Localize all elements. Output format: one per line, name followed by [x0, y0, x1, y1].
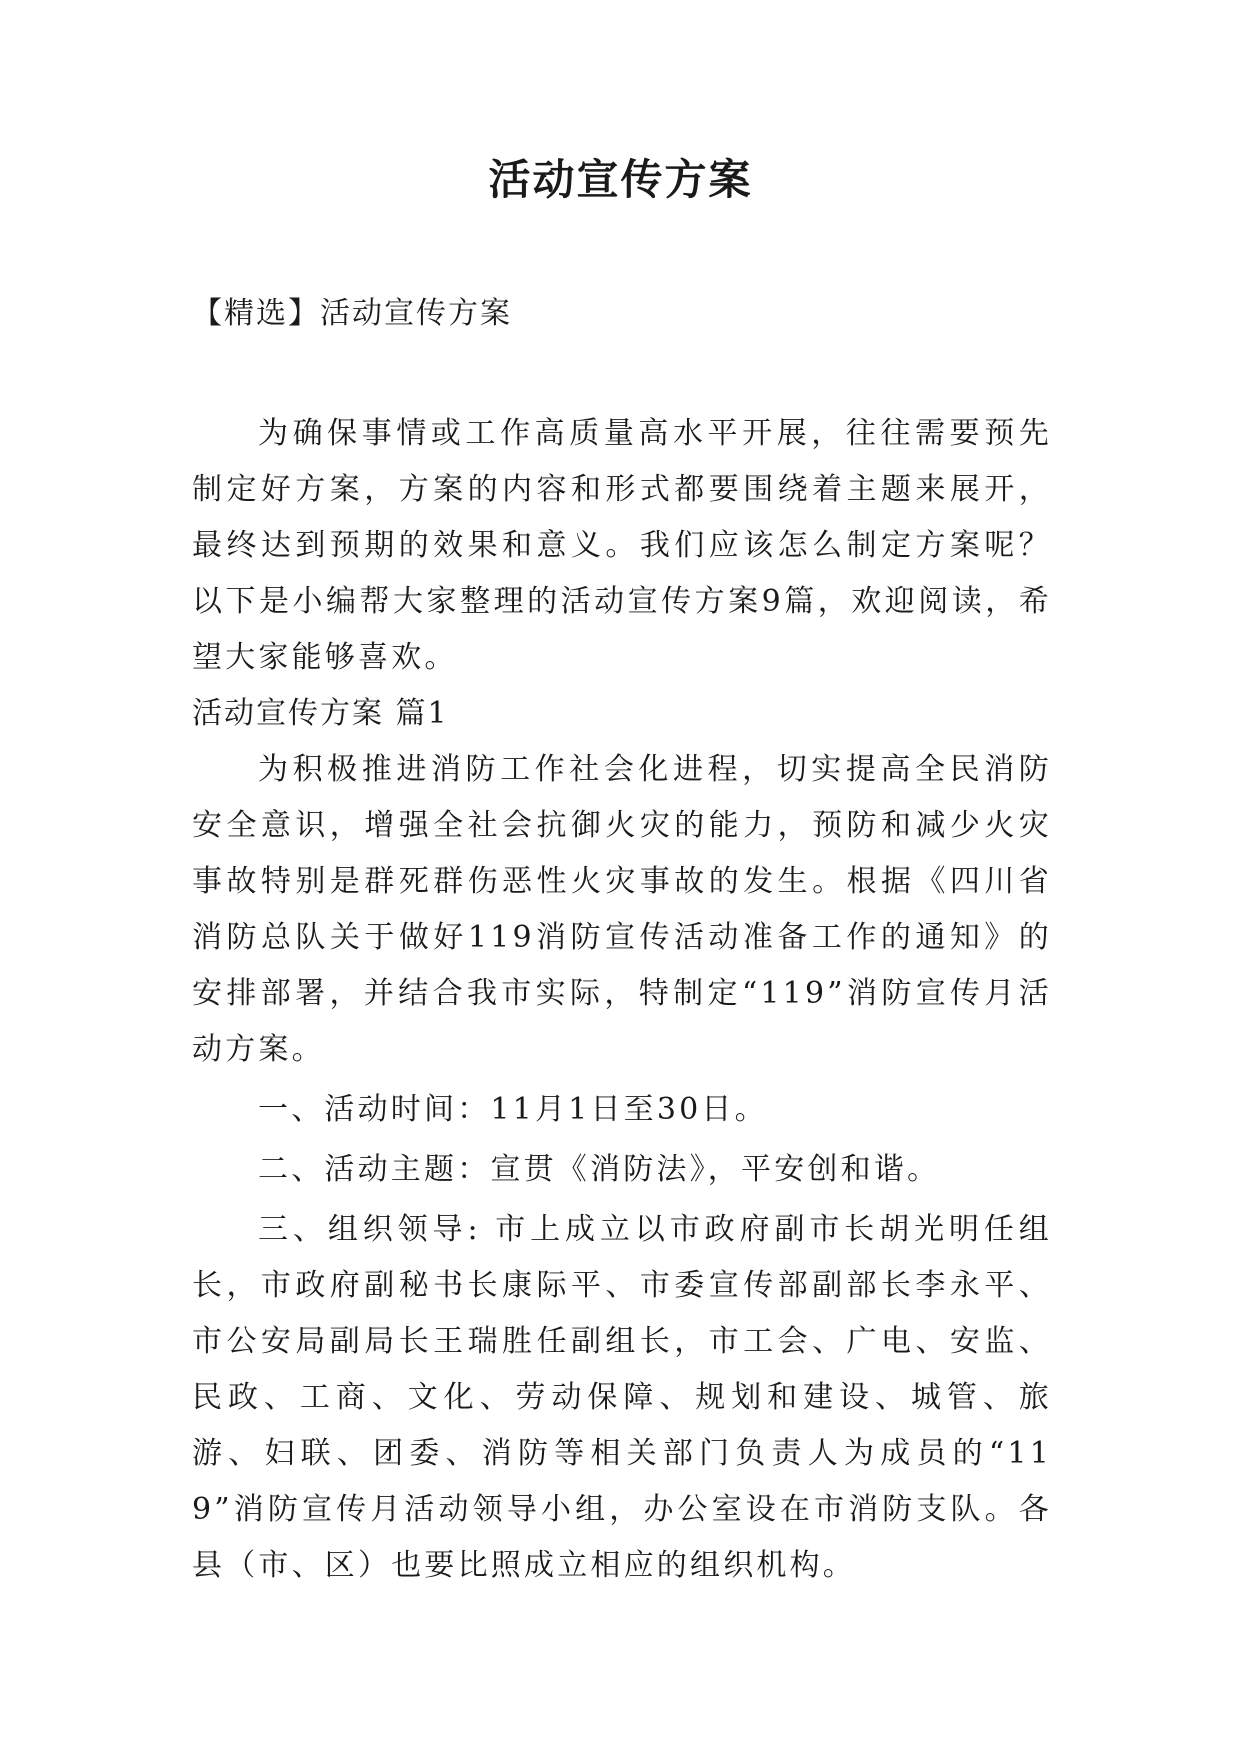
body-paragraph: 为积极推进消防工作社会化进程，切实提高全民消防安全意识，增强全社会抗御火灾的能力，预防和减少火灾事故特别是群死群伤恶性火灾事故的发生。根据《四川省消防总队关于做好119消防宣传活动准备工作的通知》的安排部署，并结合我市实际，特制定“119”消防宣传月活动方案。 — [192, 752, 1052, 1067]
intro-paragraph: 为确保事情或工作高质量高水平开展，往往需要预先制定好方案，方案的内容和形式都要围绕着主题来展开，最终达到预期的效果和意义。我们应该怎么制定方案呢？以下是小编帮大家整理的活动宣传方案9篇，欢迎阅读，希望大家能够喜欢。 — [192, 416, 1052, 675]
body-paragraph: 三、组织领导: 市上成立以市政府副市长胡光明任组长，市政府副秘书长康际平、市委宣传部副部长李永平、市公安局副局长王瑞胜任副组长，市工会、广电、安监、民政、工商、文化、劳动保障、规划和建设、城管、旅游、妇联、团委、消防等相关部门负责人为成员的“119”消防宣传月活动领导小组，办公室设在市消防支队。各县（市、区）也要比照成立相应的组织机构。 — [192, 1212, 1052, 1583]
body-paragraph: 二、活动主题：宣贯《消防法》，平安创和谐。 — [258, 1152, 941, 1187]
document-title: 活动宣传方案 — [488, 155, 753, 204]
document-body — [192, 406, 1052, 1594]
body-paragraph: 一、活动时间：11月1日至30日。 — [258, 1092, 768, 1127]
document-subtitle: 【精选】活动宣传方案 — [192, 296, 512, 331]
section-heading: 活动宣传方案 篇1 — [192, 696, 449, 731]
